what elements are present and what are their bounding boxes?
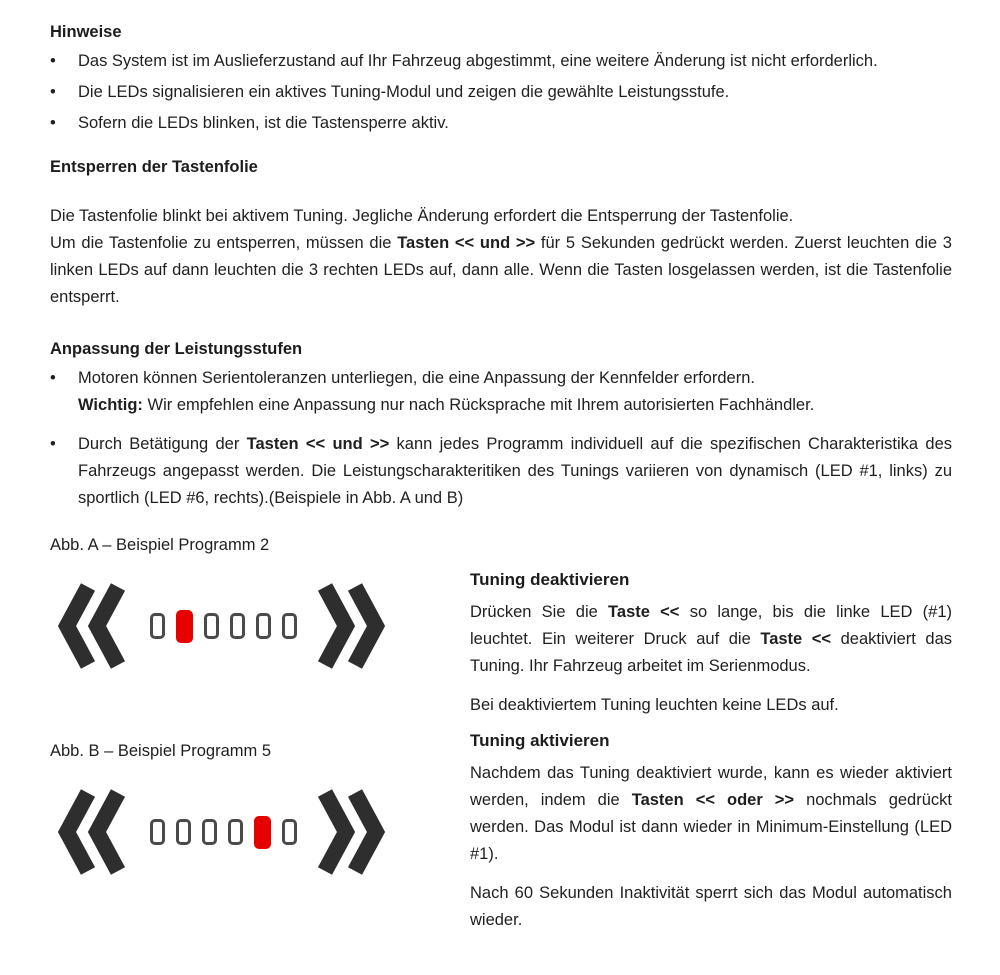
entsperren-title: Entsperren der Tastenfolie	[50, 158, 258, 176]
text-segment: Bei deaktiviertem Tuning leuchten keine LEDs auf.	[470, 696, 839, 714]
text-segment: für 5 Sekunden gedrückt werden. Zuerst leuchten die 3 linken LEDs auf dann leuchten die 3 rechten LEDs auf, dann alle. Wenn die Tasten losgelassen werden, ist die Tastenfolie entsperrt.	[50, 234, 952, 306]
aktivieren-title: Tuning aktivieren	[470, 731, 610, 750]
led-5	[256, 613, 271, 639]
list-item	[50, 365, 952, 419]
text-segment: Durch Betätigung der	[78, 435, 247, 453]
text-segment: deaktiviert das Tuning. Ihr Fahrzeug arbeitet im Serienmodus.	[470, 630, 952, 675]
figure-b-label: Abb. B – Beispiel Programm 5	[50, 742, 272, 760]
figure-a-graphic	[58, 582, 470, 670]
anpassung-list	[50, 365, 952, 512]
led-2	[176, 819, 191, 845]
text-segment-bold: Wichtig:	[78, 396, 143, 414]
led-3	[204, 613, 219, 639]
anpassung-title: Anpassung der Leistungsstufen	[50, 340, 303, 358]
bullet-glyph: •	[50, 83, 56, 101]
led-1	[150, 819, 165, 845]
text-segment: Motoren können Serientoleranzen unterliegen, die eine Anpassung der Kennfelder erfordern.	[78, 369, 755, 387]
led-4	[228, 819, 243, 845]
led-5-active	[254, 816, 271, 849]
text-segment: Um die Tastenfolie zu entsperren, müssen die	[50, 234, 398, 252]
list-item	[50, 110, 952, 137]
section-entsperren	[50, 157, 952, 311]
double-chevron-right-icon	[315, 582, 385, 670]
text-segment-bold: Tasten << und >>	[397, 234, 536, 252]
bullet-text: Die LEDs signalisieren ein aktives Tuning-Modul und zeigen die gewählte Leistungsstufe.	[78, 83, 730, 101]
aktivieren-paragraph-2	[470, 880, 952, 934]
section-anpassung	[50, 339, 952, 512]
led-3	[202, 819, 217, 845]
led-2-active	[176, 610, 193, 643]
hinweise-list	[50, 48, 952, 137]
led-6	[282, 819, 297, 845]
bullet-text: Sofern die LEDs blinken, ist die Tastensperre aktiv.	[78, 114, 449, 132]
text-segment: Die Tastenfolie blinkt bei aktivem Tuning. Jegliche Änderung erfordert die Entsperrung der Tastenfolie.	[50, 207, 794, 225]
text-segment: Nach 60 Sekunden Inaktivität sperrt sich das Modul automatisch wieder.	[470, 884, 952, 929]
double-chevron-left-icon	[58, 582, 128, 670]
deaktivieren-paragraph-1	[470, 599, 952, 680]
text-segment-bold: Taste <<	[760, 630, 832, 648]
deaktivieren-paragraph-2	[470, 692, 952, 719]
aktivieren-paragraph-1	[470, 760, 952, 868]
text-segment: Nachdem das Tuning deaktiviert wurde, kann es wieder aktiviert werden, indem die	[470, 764, 952, 809]
led-1	[150, 613, 165, 639]
led-6	[282, 613, 297, 639]
bullet-glyph: •	[50, 52, 56, 70]
text-segment: Wir empfehlen eine Anpassung nur nach Rücksprache mit Ihrem autorisierten Fachhändler.	[142, 396, 815, 414]
bullet-glyph: •	[50, 369, 56, 387]
text-segment-bold: Tasten << oder >>	[631, 791, 795, 809]
text-segment-bold: Tasten << und >>	[246, 435, 390, 453]
text-segment-bold: Taste <<	[608, 603, 680, 621]
text-segment: nochmals gedrückt werden. Das Modul ist dann wieder in Minimum-Einstellung (LED #1).	[470, 791, 952, 863]
led-row	[150, 816, 297, 849]
entsperren-paragraph-2	[50, 230, 952, 311]
bullet-glyph: •	[50, 435, 56, 453]
bullet-text	[78, 431, 952, 512]
hinweise-title: Hinweise	[50, 23, 122, 41]
figure-a-label: Abb. A – Beispiel Programm 2	[50, 536, 270, 554]
section-hinweise	[50, 22, 952, 137]
text-segment: Drücken Sie die	[470, 603, 609, 621]
bullet-glyph: •	[50, 114, 56, 132]
text-segment: kann jedes Programm individuell auf die spezifischen Charakteristika des Fahrzeugs angepasst werden. Die Leistungscharakteritiken des Tunings variieren von dynamisch (LED #1, links) zu sportlich (LED #6, rechts).(Beispiele in Abb. A und B)	[78, 435, 952, 507]
deaktivieren-title: Tuning deaktivieren	[470, 570, 630, 589]
list-item	[50, 431, 952, 512]
figures-and-instructions	[50, 534, 952, 934]
figure-b-graphic	[58, 788, 470, 876]
bullet-text	[78, 365, 952, 419]
bullet-text: Das System ist im Auslieferzustand auf Ihr Fahrzeug abgestimmt, eine weitere Änderung ist nicht erforderlich.	[78, 52, 878, 70]
led-row	[150, 610, 297, 643]
text-segment: so lange, bis die linke LED (#1) leuchtet. Ein weiterer Druck auf die	[470, 603, 953, 648]
double-chevron-left-icon	[58, 788, 128, 876]
list-item	[50, 79, 952, 106]
list-item	[50, 48, 952, 75]
led-4	[230, 613, 245, 639]
figures-column	[50, 534, 470, 934]
double-chevron-right-icon	[315, 788, 385, 876]
entsperren-paragraph-1	[50, 203, 952, 230]
instructions-column	[470, 534, 952, 934]
